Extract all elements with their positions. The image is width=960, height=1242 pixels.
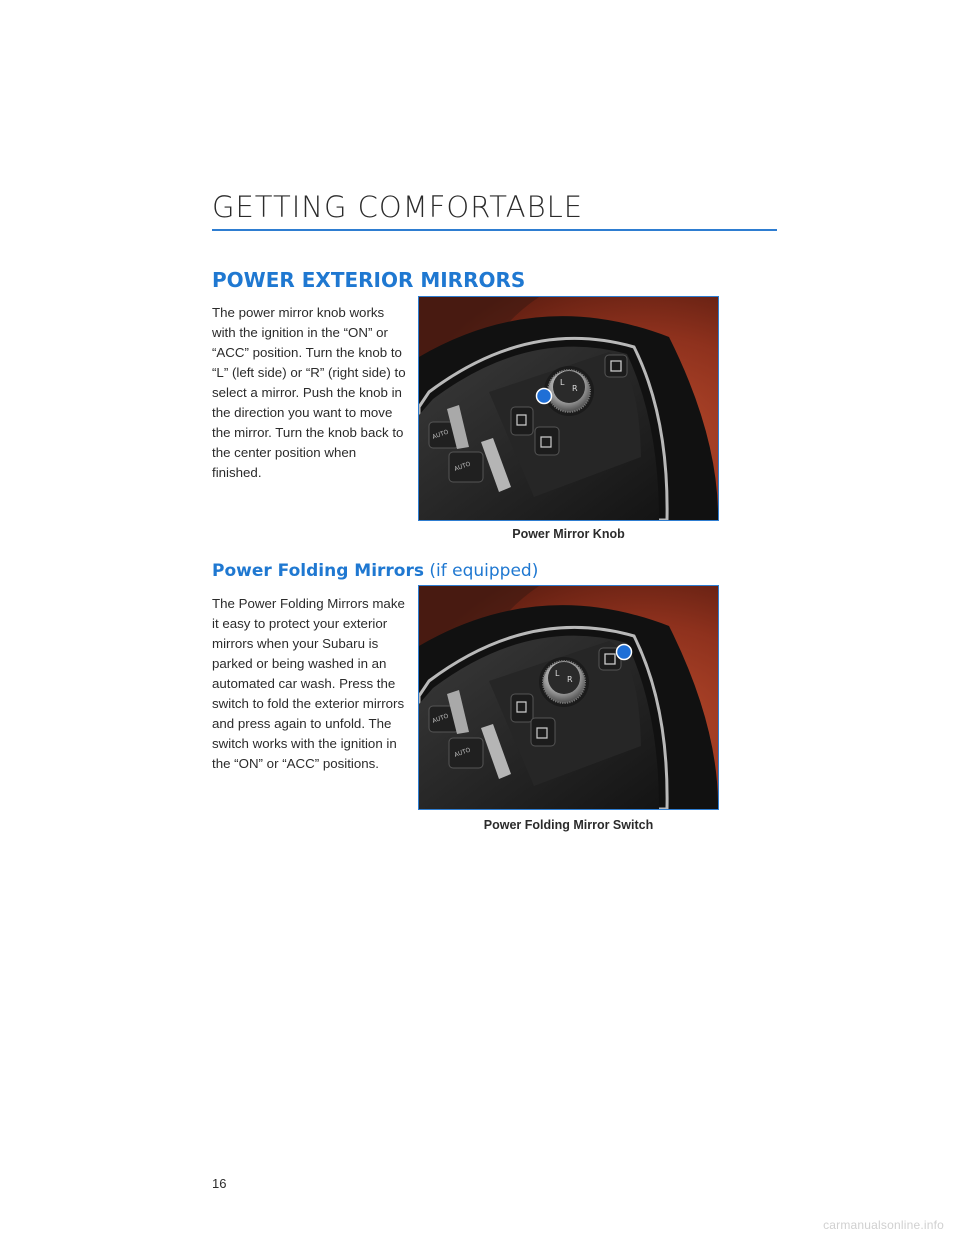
knob-label-left: L — [560, 378, 565, 387]
auto-label-2: AUTO — [453, 460, 472, 473]
header-title: GETTING COMFORTABLE — [212, 190, 584, 224]
section-title-power-exterior-mirrors: POWER EXTERIOR MIRRORS — [212, 268, 526, 292]
power-mirror-knob-photo — [418, 296, 719, 521]
callout-marker-knob — [537, 389, 552, 404]
power-folding-body-text: The Power Folding Mirrors make it easy to protect your exterior mirrors when your Subaru is parked or being washed in an automated car wash. Press the switch to fold the exterior mirrors and press again to unfold. The switch works with the ignition in the “ON” or “ACC” positions. — [212, 596, 405, 771]
power-mirror-knob-caption: Power Mirror Knob — [512, 527, 625, 541]
header-rule — [212, 229, 777, 231]
knob-label-right-2: R — [567, 675, 573, 684]
sub-title-suffix: (if equipped) — [424, 561, 539, 581]
power-folding-switch-photo — [418, 585, 719, 810]
page-number: 16 — [212, 1176, 227, 1191]
knob-label-right: R — [572, 384, 578, 393]
auto-label-3: AUTO — [431, 712, 450, 725]
power-folding-switch-caption: Power Folding Mirror Switch — [483, 818, 654, 832]
knob-label-left-2: L — [555, 669, 560, 678]
callout-marker-folding-switch — [617, 645, 632, 660]
power-mirror-body-text: The power mirror knob works with the ignition in the “ON” or “ACC” position. Turn the knob to “L” (left side) or “R” (right side) to select a mirror. Push the knob in the direction you want to move the mirror. Turn the knob back to the center position when finished. — [212, 305, 406, 480]
sub-title-main: Power Folding Mirrors — [212, 561, 424, 581]
section-title-power-folding-mirrors — [212, 561, 538, 581]
auto-label-4: AUTO — [453, 746, 472, 759]
auto-label-1: AUTO — [431, 428, 450, 441]
watermark: carmanualsonline.info — [823, 1218, 944, 1232]
